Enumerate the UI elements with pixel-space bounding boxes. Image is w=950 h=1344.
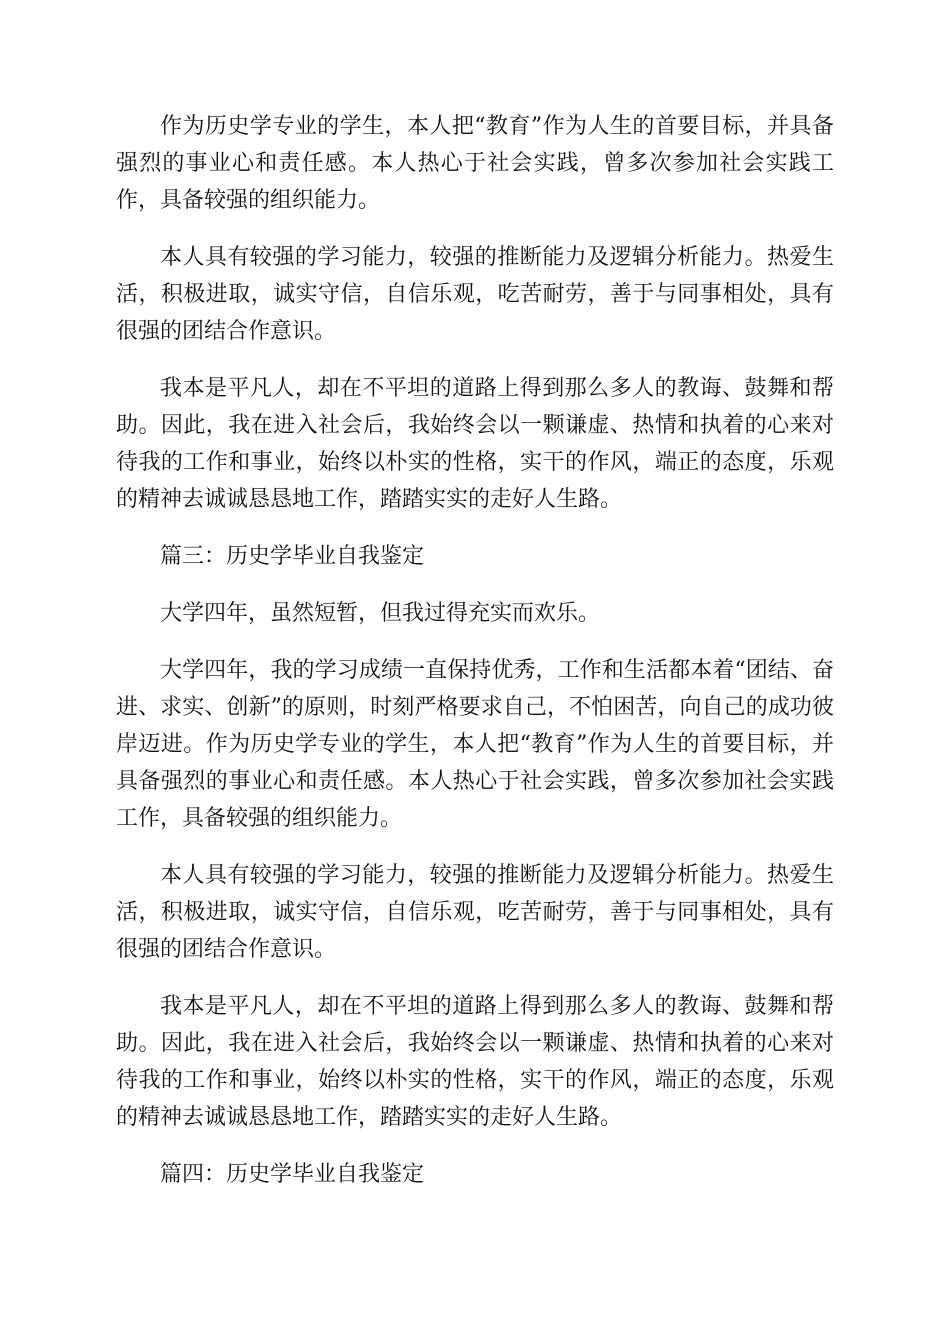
paragraph-4: 大学四年，虽然短暂，但我过得充实而欢乐。 — [160, 601, 601, 626]
paragraph-2: 本人具有较强的学习能力，较强的推断能力及逻辑分析能力。热爱生活，积极进取，诚实守信，自信乐观，吃苦耐劳，善于与同事相处，具有很强的团结合作意识。 — [116, 245, 834, 344]
section-heading-4: 篇四：历史学毕业自我鉴定 — [160, 1162, 425, 1187]
paragraph-5: 大学四年，我的学习成绩一直保持优秀，工作和生活都本着“团结、奋进、求实、创新”的原则，时刻严格要求自己，不怕困苦，向自己的成功彼岸迈进。作为历史学专业的学生，本人把“教育”作为人生的首要目标，并具备强烈的事业心和责任感。本人热心于社会实践，曾多次参加社会实践工作，具备较强的组织能力。 — [116, 658, 834, 831]
section-heading-3: 篇三：历史学毕业自我鉴定 — [160, 544, 425, 569]
paragraph-1: 作为历史学专业的学生，本人把“教育”作为人生的首要目标，并具备强烈的事业心和责任感。本人热心于社会实践，曾多次参加社会实践工作，具备较强的组织能力。 — [116, 114, 834, 213]
paragraph-7: 我本是平凡人，却在不平坦的道路上得到那么多人的教诲、鼓舞和帮助。因此，我在进入社会后，我始终会以一颗谦虚、热情和执着的心来对待我的工作和事业，始终以朴实的性格，实干的作风，端正的态度，乐观的精神去诚诚恳恳地工作，踏踏实实的走好人生路。 — [116, 994, 834, 1130]
paragraph-6: 本人具有较强的学习能力，较强的推断能力及逻辑分析能力。热爱生活，积极进取，诚实守信，自信乐观，吃苦耐劳，善于与同事相处，具有很强的团结合作意识。 — [116, 863, 834, 962]
paragraph-3: 我本是平凡人，却在不平坦的道路上得到那么多人的教诲、鼓舞和帮助。因此，我在进入社会后，我始终会以一颗谦虚、热情和执着的心来对待我的工作和事业，始终以朴实的性格，实干的作风，端正的态度，乐观的精神去诚诚恳恳地工作，踏踏实实的走好人生路。 — [116, 376, 834, 512]
document-body — [116, 108, 834, 1213]
